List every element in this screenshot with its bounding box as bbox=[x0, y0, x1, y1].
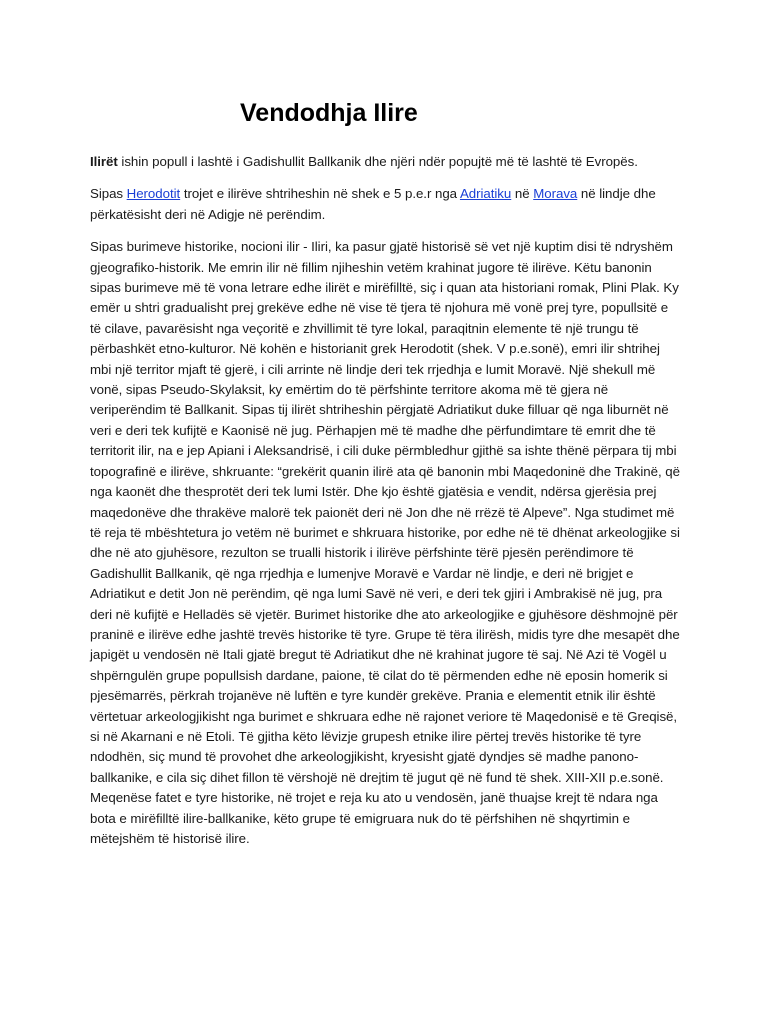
main-body-paragraph: Sipas burimeve historike, nocioni ilir - Iliri, ka pasur gjatë historisë së vet një kuptim disi të ndryshëm gjeografiko-historik. Me emrin ilir në fillim njiheshin vetëm krahinat jugore të ilirëve. Këtu banonin sipas burimeve më të vona letrare edhe ilirët e mirëfilltë, siç i quan ata historiani romak, Plini Plak. Ky emër u shtri gradualisht prej grekëve edhe në vise të tjera të njohura më vonë prej tyre, popullsitë e të cilave, pavarësisht nga veçoritë e zhvillimit të tyre lokal, paraqitnin elemente të një trungu të përbashkët etno-kulturor. Në kohën e historianit grek Herodotit (shek. V p.e.sonë), emri ilir shtrihej mbi një territor mjaft të gjerë, i cili arrinte në lindje deri tek rrjedhja e lumit Moravë. Një shekull më vonë, sipas Pseudo-Skylaksit, ky emërtim do të përfshinte territore akoma më të gjera në veriperëndim të Ballkanit. Sipas tij ilirët shtriheshin përgjatë Adriatikut duke filluar që nga liburnët në veri e deri tek kufijtë e Kaonisë në jug. Përhapjen më të madhe dhe përfundimtare të emrit dhe të territorit ilir, na e jep Apiani i Aleksandrisë, i cili duke përmbledhur gjithë sa ishte thënë përpara tij mbi topografinë e ilirëve, shkruante: “grekërit quanin ilirë ata që banonin mbi Maqedoninë dhe Trakinë, që nga kaonët dhe thesprotët deri tek lumi Istër. Dhe kjo është gjatësia e vendit, ndërsa gjerësia prej maqedonëve dhe thrakëve malorë tek paionët deri në Jon dhe në rrëzë të Alpeve”. Nga studimet më të reja të mbështetura jo vetëm në burimet e shkruara historike, por edhe në të dhënat arkeologjike si dhe në ato gjuhësore, rezulton se trualli historik i ilirëve përfshinte tërë pjesën perëndimore të Gadishullit Ballkanik, që nga rrjedhja e lumenjve Moravë e Vardar në lindje, e deri në brigjet e Adriatikut e detit Jon në perëndim, që nga lumi Savë në veri, e deri tek gjiri i Ambrakisë në jug, pra deri në kufijtë e Helladës së vjetër. Burimet historike dhe ato arkeologjike e gjuhësore dëshmojnë për praninë e ilirëve edhe jashtë trevës historike të tyre. Grupe të tëra ilirësh, midis tyre dhe mesapët dhe japigët u vendosën në Itali gjatë bregut të Adriatikut dhe në krahinat jugore të saj. Në Azi të Vogël u shpërngulën grupe popullsish dardane, paione, të cilat do të përmenden edhe në eposin homerik si pjesëmarrës, përkrah trojanëve në luftën e tyre kundër grekëve. Prania e elementit etnik ilir është vërtetuar arkeologjikisht nga burimet e shkruara edhe në rajonet veriore të Maqedonisë e të Greqisë, si në Akarnani e në Etoli. Të gjitha këto lëvizje grupesh etnike ilire përtej trevës historike të tyre ndodhën, siç mund të provohet dhe arkeologjikisht, kryesisht gjatë dyndjes së madhe panono-ballkanike, e cila siç dihet fillon të vërshojë në drejtim të jugut që në fund të shek. XIII-XII p.e.sonë. Meqenëse fatet e tyre historike, në trojet e reja ku ato u vendosën, janë thuajse krejt të ndara nga bota e mirëfilltë ilire-ballkanike, këto grupe të emigruara nuk do të përfshihen në shqyrtimin e mëtejshëm të historisë ilire. bbox=[90, 239, 680, 846]
intro-paragraph bbox=[90, 152, 680, 172]
intro-bold-term: Ilirët bbox=[90, 154, 118, 169]
herodotus-paragraph bbox=[90, 184, 680, 225]
link-adriatiku[interactable]: Adriatiku bbox=[459, 186, 512, 202]
para2-text-2: trojet e ilirëve shtriheshin në shek e 5 p.e.r nga bbox=[180, 186, 460, 202]
link-morava[interactable]: Morava bbox=[533, 186, 578, 202]
link-herodotit[interactable]: Herodotit bbox=[126, 186, 181, 202]
intro-text: ishin popull i lashtë i Gadishullit Ballkanik dhe njëri ndër popujtë më të lashtë të Evropës. bbox=[117, 154, 638, 169]
page-title: Vendodhja Ilire bbox=[240, 99, 418, 127]
para2-text-3: në bbox=[511, 186, 534, 202]
document-page bbox=[90, 96, 680, 861]
para2-text-4: në lindje dhe përkatësisht deri në Adigje në perëndim. bbox=[90, 186, 656, 222]
para2-text-1: Sipas bbox=[90, 186, 127, 202]
